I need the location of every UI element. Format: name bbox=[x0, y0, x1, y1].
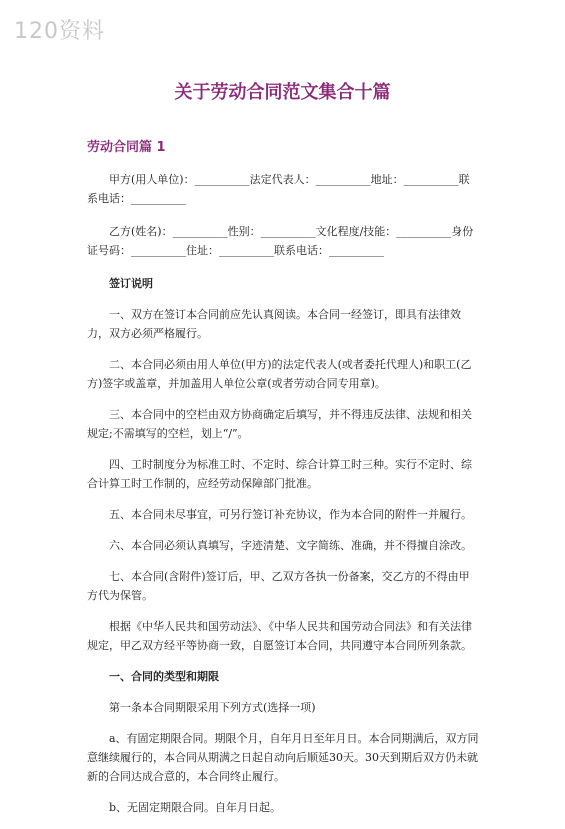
paragraph: 四、工时制度分为标准工时、不定时、综合计算工时三种。实行不定时、综合计算工时工作制的，应经劳动保障部门批准。 bbox=[87, 458, 472, 490]
document-title: 关于劳动合同范文集合十篇 bbox=[174, 82, 391, 103]
subheading: 一、合同的类型和期限 bbox=[109, 670, 219, 683]
document-body bbox=[87, 170, 479, 829]
paragraph: 第一条本合同期限采用下列方式(选择一项) bbox=[109, 701, 316, 714]
paragraph: 根据《中华人民共和国劳动法》、《中华人民共和国劳动合同法》和有关法律规定，甲乙双方经平等协商一致，自愿签订本合同，共同遵守本合同所列条款。 bbox=[87, 620, 472, 652]
paragraph: a、有固定期限合同。期限个月，自年月日至年月日。本合同期满后，双方同意继续履行的，本合同从期满之日起自动向后顺延30天。30天到期后双方仍未就新的合同达成合意的，本合同终止履行。 bbox=[87, 732, 479, 783]
paragraph: b、无固定期限合同。自年月日起。 bbox=[109, 801, 282, 814]
paragraph: 三、本合同中的空栏由双方协商确定后填写，并不得违反法律、法规和相关规定;不需填写的空栏，划上“/”。 bbox=[87, 408, 472, 440]
section-heading: 劳动合同篇 1 bbox=[87, 140, 166, 155]
paragraph: 二、本合同必须由用人单位(甲方)的法定代表人(或者委托代理人)和职工(乙方)签字或盖章，并加盖用人单位公章(或者劳动合同专用章)。 bbox=[87, 358, 472, 390]
paragraph: 六、本合同必须认真填写，字迹清楚、文字简练、准确，并不得擅自涂改。 bbox=[109, 539, 472, 552]
paragraph: 乙方(姓名)：__________性别：__________文化程度/技能：__________身份证号码：__________住址：__________联系电话：__________ bbox=[87, 225, 474, 257]
subheading: 签订说明 bbox=[109, 277, 153, 290]
paragraph: 五、本合同未尽事宜，可另行签订补充协议，作为本合同的附件一并履行。 bbox=[109, 508, 472, 521]
watermark: 120资料 bbox=[14, 19, 105, 44]
paragraph: 七、本合同(含附件)签订后，甲、乙双方各执一份备案，交乙方的不得由甲方代为保管。 bbox=[87, 570, 470, 602]
paragraph: 一、双方在签订本合同前应先认真阅读。本合同一经签订，即具有法律效力，双方必须严格履行。 bbox=[87, 308, 461, 340]
paragraph: 甲方(用人单位)：__________法定代表人：__________地址：__________联系电话：__________ bbox=[87, 173, 470, 205]
